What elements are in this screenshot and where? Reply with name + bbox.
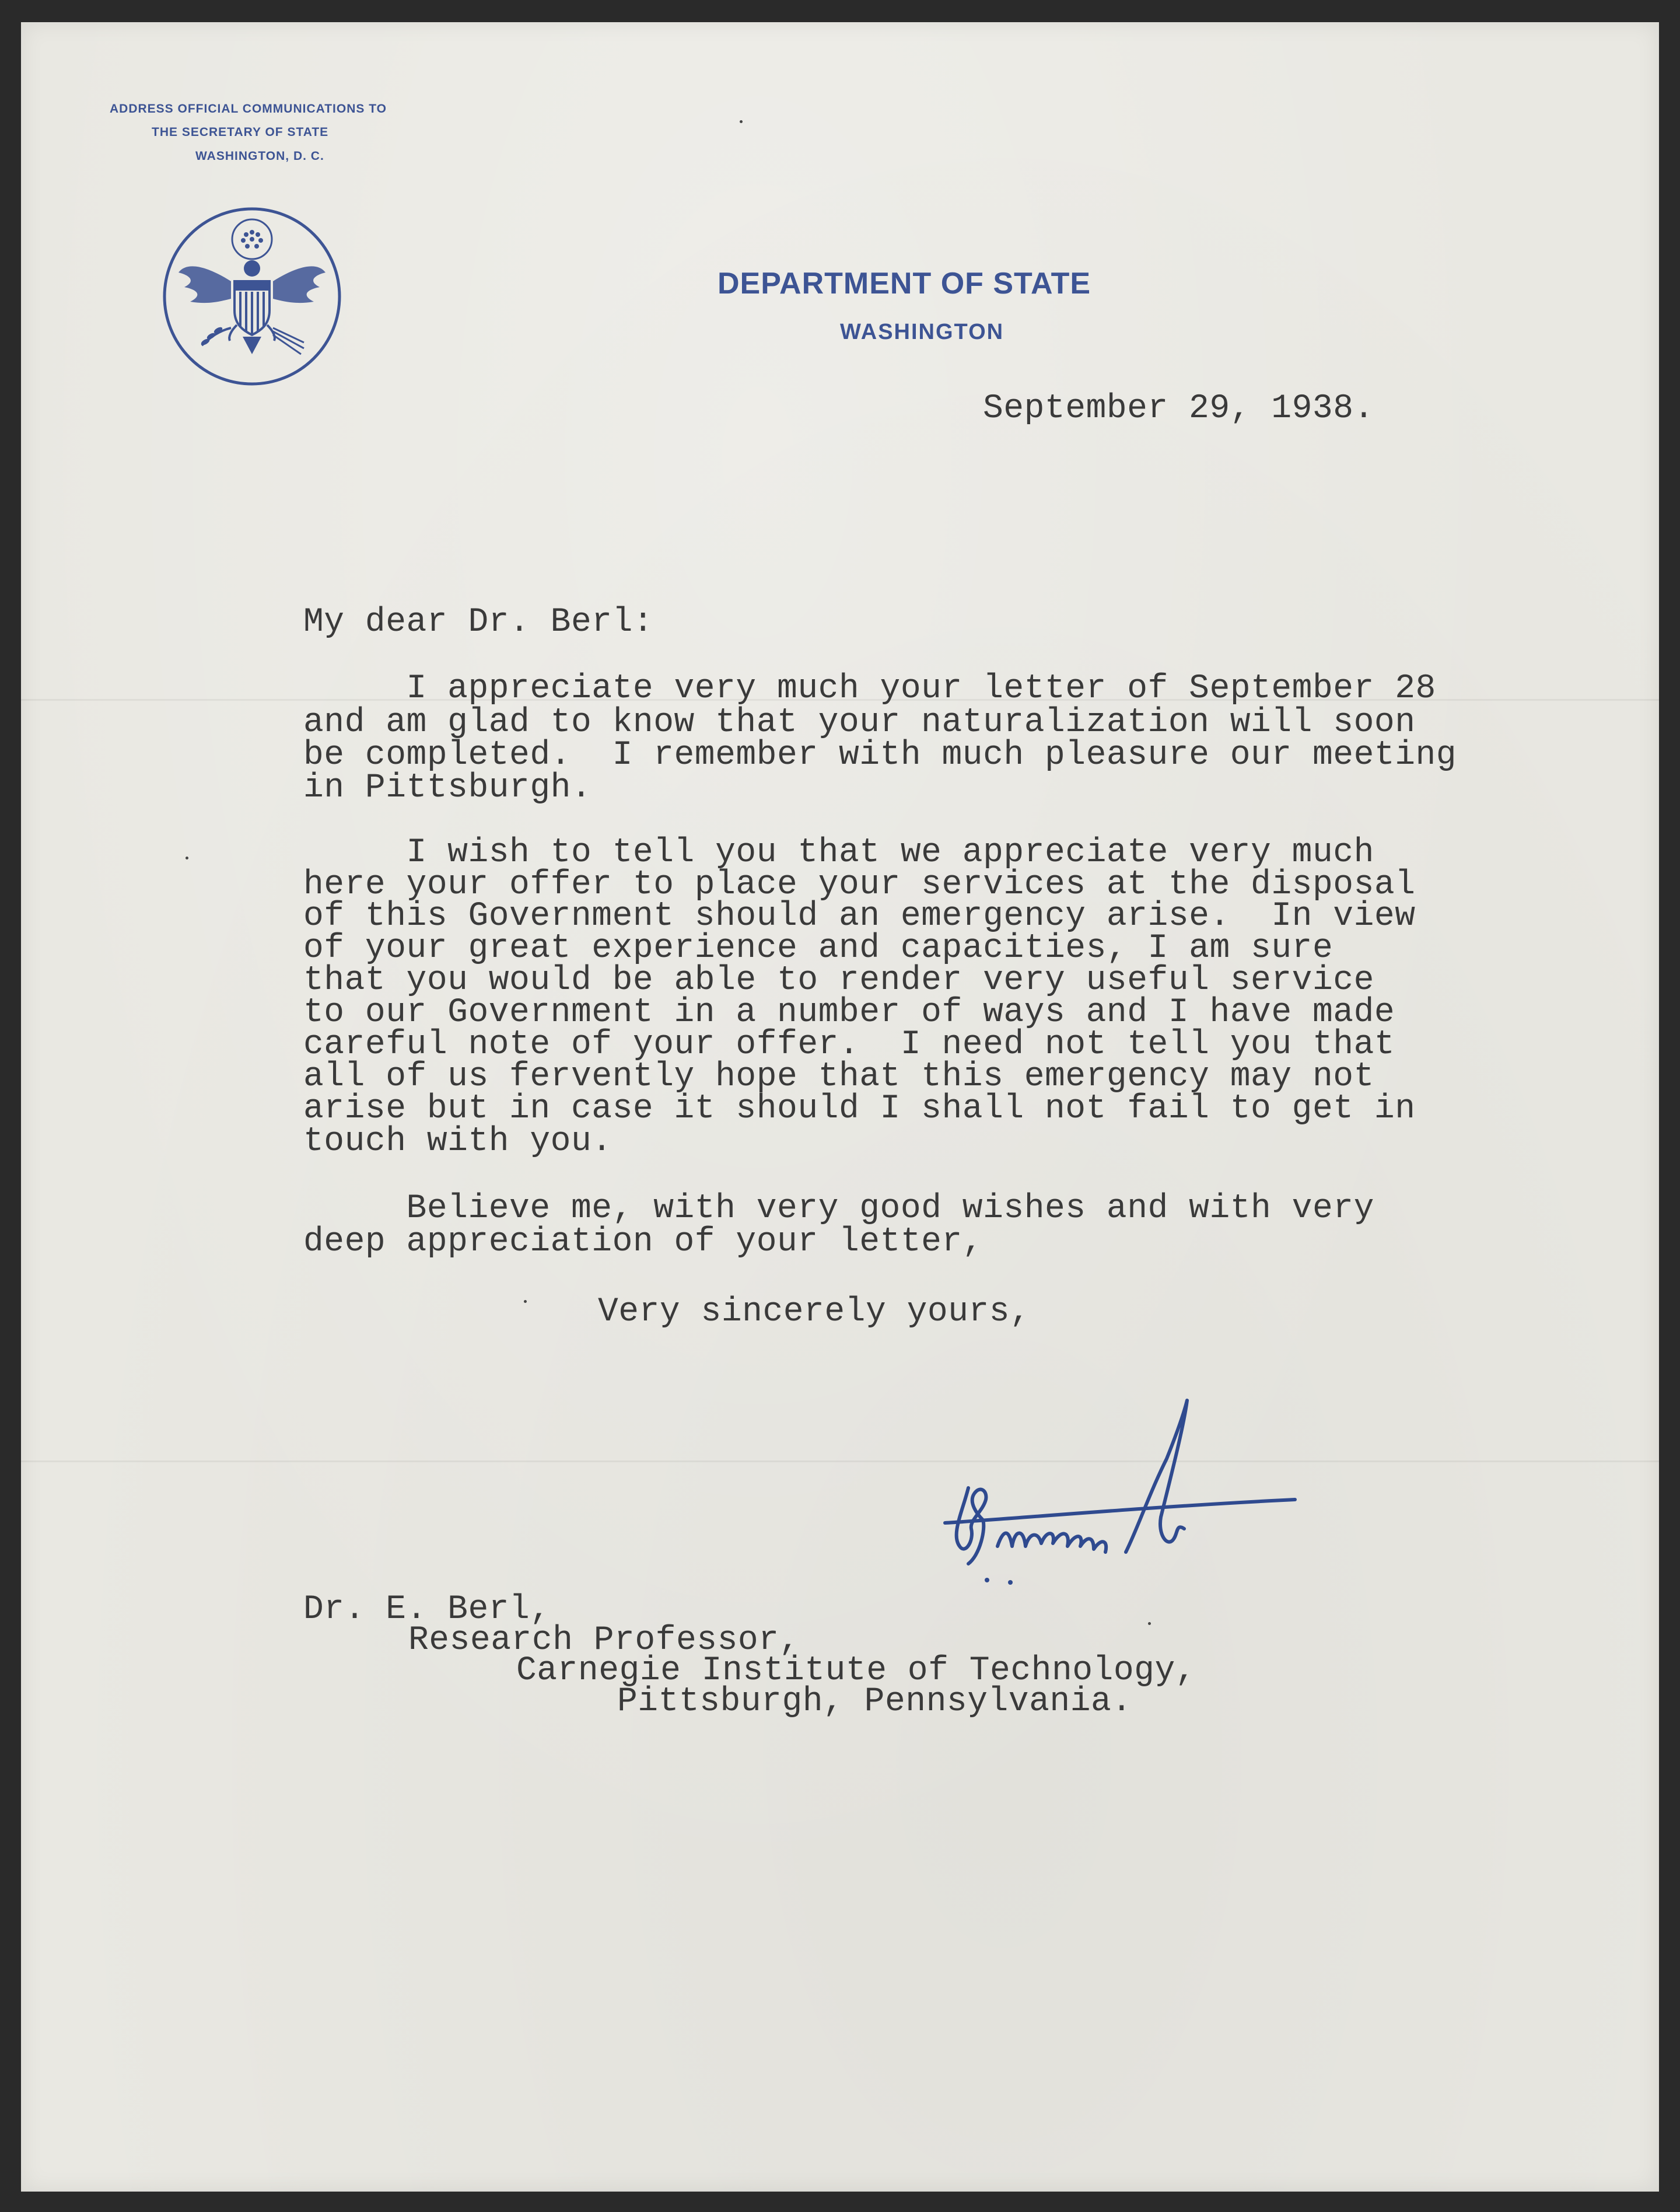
paragraph-1-line: be completed. I remember with much pleasure our meeting bbox=[303, 736, 1457, 774]
great-seal-icon bbox=[161, 205, 343, 387]
letterhead-address-line-1: ADDRESS OFFICIAL COMMUNICATIONS TO bbox=[110, 102, 387, 116]
paragraph-2-line: here your offer to place your services at the disposal bbox=[303, 866, 1416, 904]
recipient-institution: Carnegie Institute of Technology, bbox=[516, 1652, 1196, 1690]
paragraph-2-line: touch with you. bbox=[303, 1123, 612, 1161]
department-city: WASHINGTON bbox=[840, 320, 1005, 344]
paragraph-2-line: I wish to tell you that we appreciate very much bbox=[303, 834, 1374, 872]
letter-date: September 29, 1938. bbox=[983, 390, 1374, 428]
letterhead-address-line-3: WASHINGTON, D. C. bbox=[195, 149, 324, 163]
paragraph-3-line: Believe me, with very good wishes and with very bbox=[303, 1190, 1374, 1228]
paragraph-2-line: to our Government in a number of ways and I have made bbox=[303, 994, 1395, 1032]
paragraph-3-line: deep appreciation of your letter, bbox=[303, 1223, 984, 1261]
salutation: My dear Dr. Berl: bbox=[303, 603, 654, 641]
fold-line bbox=[21, 1460, 1659, 1462]
paragraph-1-line: and am glad to know that your naturalization will soon bbox=[303, 704, 1416, 742]
recipient-title: Research Professor, bbox=[408, 1622, 800, 1659]
closing: Very sincerely yours, bbox=[598, 1293, 1031, 1331]
paper-speck bbox=[740, 120, 743, 123]
paragraph-1-line: in Pittsburgh. bbox=[303, 769, 592, 807]
paragraph-2-line: of your great experience and capacities, I am sure bbox=[303, 929, 1334, 967]
department-title: DEPARTMENT OF STATE bbox=[718, 267, 1091, 300]
paragraph-1-line: I appreciate very much your letter of September 28 bbox=[303, 670, 1436, 708]
recipient-name: Dr. E. Berl, bbox=[303, 1591, 551, 1629]
paragraph-2-line: arise but in case it should I shall not fail to get in bbox=[303, 1090, 1416, 1128]
signature-icon bbox=[928, 1354, 1312, 1599]
recipient-location: Pittsburgh, Pennsylvania. bbox=[617, 1683, 1132, 1721]
paper-speck bbox=[524, 1300, 527, 1303]
paper-speck bbox=[1148, 1622, 1151, 1625]
paper-speck bbox=[186, 857, 188, 859]
paragraph-2-line: all of us fervently hope that this emergency may not bbox=[303, 1058, 1374, 1096]
paragraph-2-line: of this Government should an emergency arise. In view bbox=[303, 897, 1416, 935]
letterhead-address-line-2: THE SECRETARY OF STATE bbox=[152, 125, 329, 139]
paragraph-2-line: that you would be able to render very useful service bbox=[303, 962, 1374, 1000]
paragraph-2-line: careful note of your offer. I need not tell you that bbox=[303, 1026, 1395, 1064]
